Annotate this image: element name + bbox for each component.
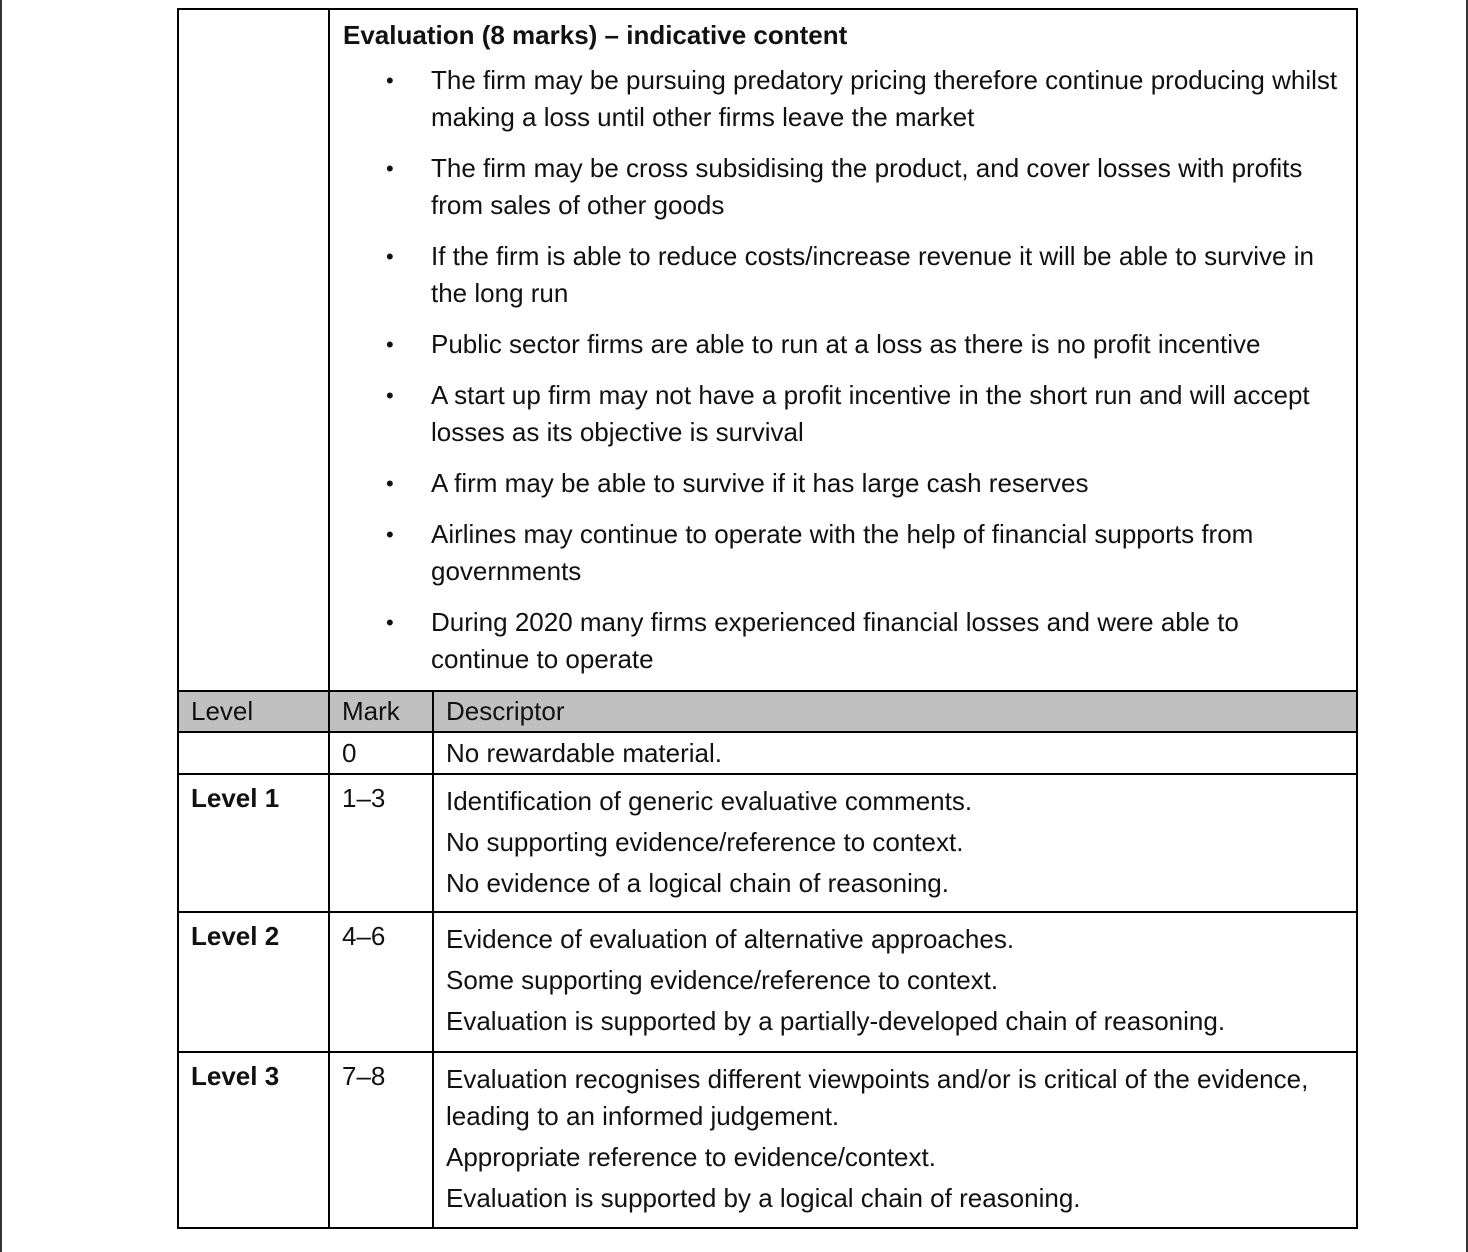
list-item	[343, 377, 1344, 451]
point-text: If the firm is able to reduce costs/increase revenue it will be able to survive in the long run	[431, 241, 1314, 308]
table-row	[178, 732, 1357, 774]
descriptor-cell	[433, 1052, 1357, 1228]
descriptor-line: Evaluation recognises different viewpoints and/or is critical of the evidence, leading to an informed judgement.	[446, 1064, 1309, 1131]
table-row	[178, 912, 1357, 1052]
indicative-content-left-cell	[178, 9, 329, 691]
bullet-icon: •	[386, 383, 394, 408]
mark-scheme-table	[177, 8, 1358, 1229]
bullet-icon: •	[386, 610, 394, 635]
mark-cell: 7–8	[329, 1052, 433, 1228]
descriptor-line: Identification of generic evaluative comments.	[446, 786, 973, 816]
descriptor-line: No supporting evidence/reference to context.	[446, 827, 964, 857]
descriptor-line: Evaluation is supported by a partially-developed chain of reasoning.	[446, 1006, 1226, 1036]
bullet-icon: •	[386, 68, 394, 93]
descriptor-cell	[433, 912, 1357, 1052]
level-column-header: Level	[178, 691, 329, 732]
descriptor-column-header: Descriptor	[433, 691, 1357, 732]
descriptor-line: Some supporting evidence/reference to context.	[446, 965, 999, 995]
list-item	[343, 238, 1344, 312]
point-text: A firm may be able to survive if it has large cash reserves	[431, 468, 1089, 498]
table-header-row	[178, 691, 1357, 732]
indicative-points-list	[343, 62, 1344, 678]
point-text: A start up firm may not have a profit incentive in the short run and will accept losses as its objective is survival	[431, 380, 1310, 447]
descriptor-line: Appropriate reference to evidence/context.	[446, 1142, 936, 1172]
list-item	[343, 150, 1344, 224]
table-row	[178, 774, 1357, 912]
list-item	[343, 62, 1344, 136]
bullet-icon: •	[386, 471, 394, 496]
page-edge-left	[0, 0, 2, 1252]
point-text: Public sector firms are able to run at a loss as there is no profit incentive	[431, 329, 1261, 359]
mark-column-header: Mark	[329, 691, 433, 732]
level-cell	[178, 732, 329, 774]
point-text: The firm may be cross subsidising the product, and cover losses with profits from sales of other goods	[431, 153, 1303, 220]
bullet-icon: •	[386, 332, 394, 357]
descriptor-cell	[433, 774, 1357, 912]
mark-cell: 4–6	[329, 912, 433, 1052]
indicative-content-row	[178, 9, 1357, 691]
descriptor-line: Evidence of evaluation of alternative approaches.	[446, 924, 1015, 954]
descriptor-line: No evidence of a logical chain of reasoning.	[446, 868, 949, 898]
evaluation-heading: Evaluation (8 marks) – indicative content	[343, 20, 848, 50]
list-item	[343, 326, 1344, 363]
bullet-icon: •	[386, 522, 394, 547]
descriptor-line: Evaluation is supported by a logical chain of reasoning.	[446, 1183, 1081, 1213]
point-text: Airlines may continue to operate with the help of financial supports from governments	[431, 519, 1254, 586]
mark-cell: 0	[329, 732, 433, 774]
point-text: During 2020 many firms experienced financial losses and were able to continue to operate	[431, 607, 1239, 674]
list-item	[343, 465, 1344, 502]
list-item	[343, 516, 1344, 590]
bullet-icon: •	[386, 156, 394, 181]
descriptor-cell: No rewardable material.	[433, 732, 1357, 774]
mark-cell: 1–3	[329, 774, 433, 912]
level-cell: Level 2	[178, 912, 329, 1052]
bullet-icon: •	[386, 244, 394, 269]
level-cell: Level 3	[178, 1052, 329, 1228]
level-cell: Level 1	[178, 774, 329, 912]
point-text: The firm may be pursuing predatory pricing therefore continue producing whilst making a loss until other firms leave the market	[431, 65, 1338, 132]
list-item	[343, 604, 1344, 678]
table-row	[178, 1052, 1357, 1228]
indicative-content-cell	[329, 9, 1357, 691]
